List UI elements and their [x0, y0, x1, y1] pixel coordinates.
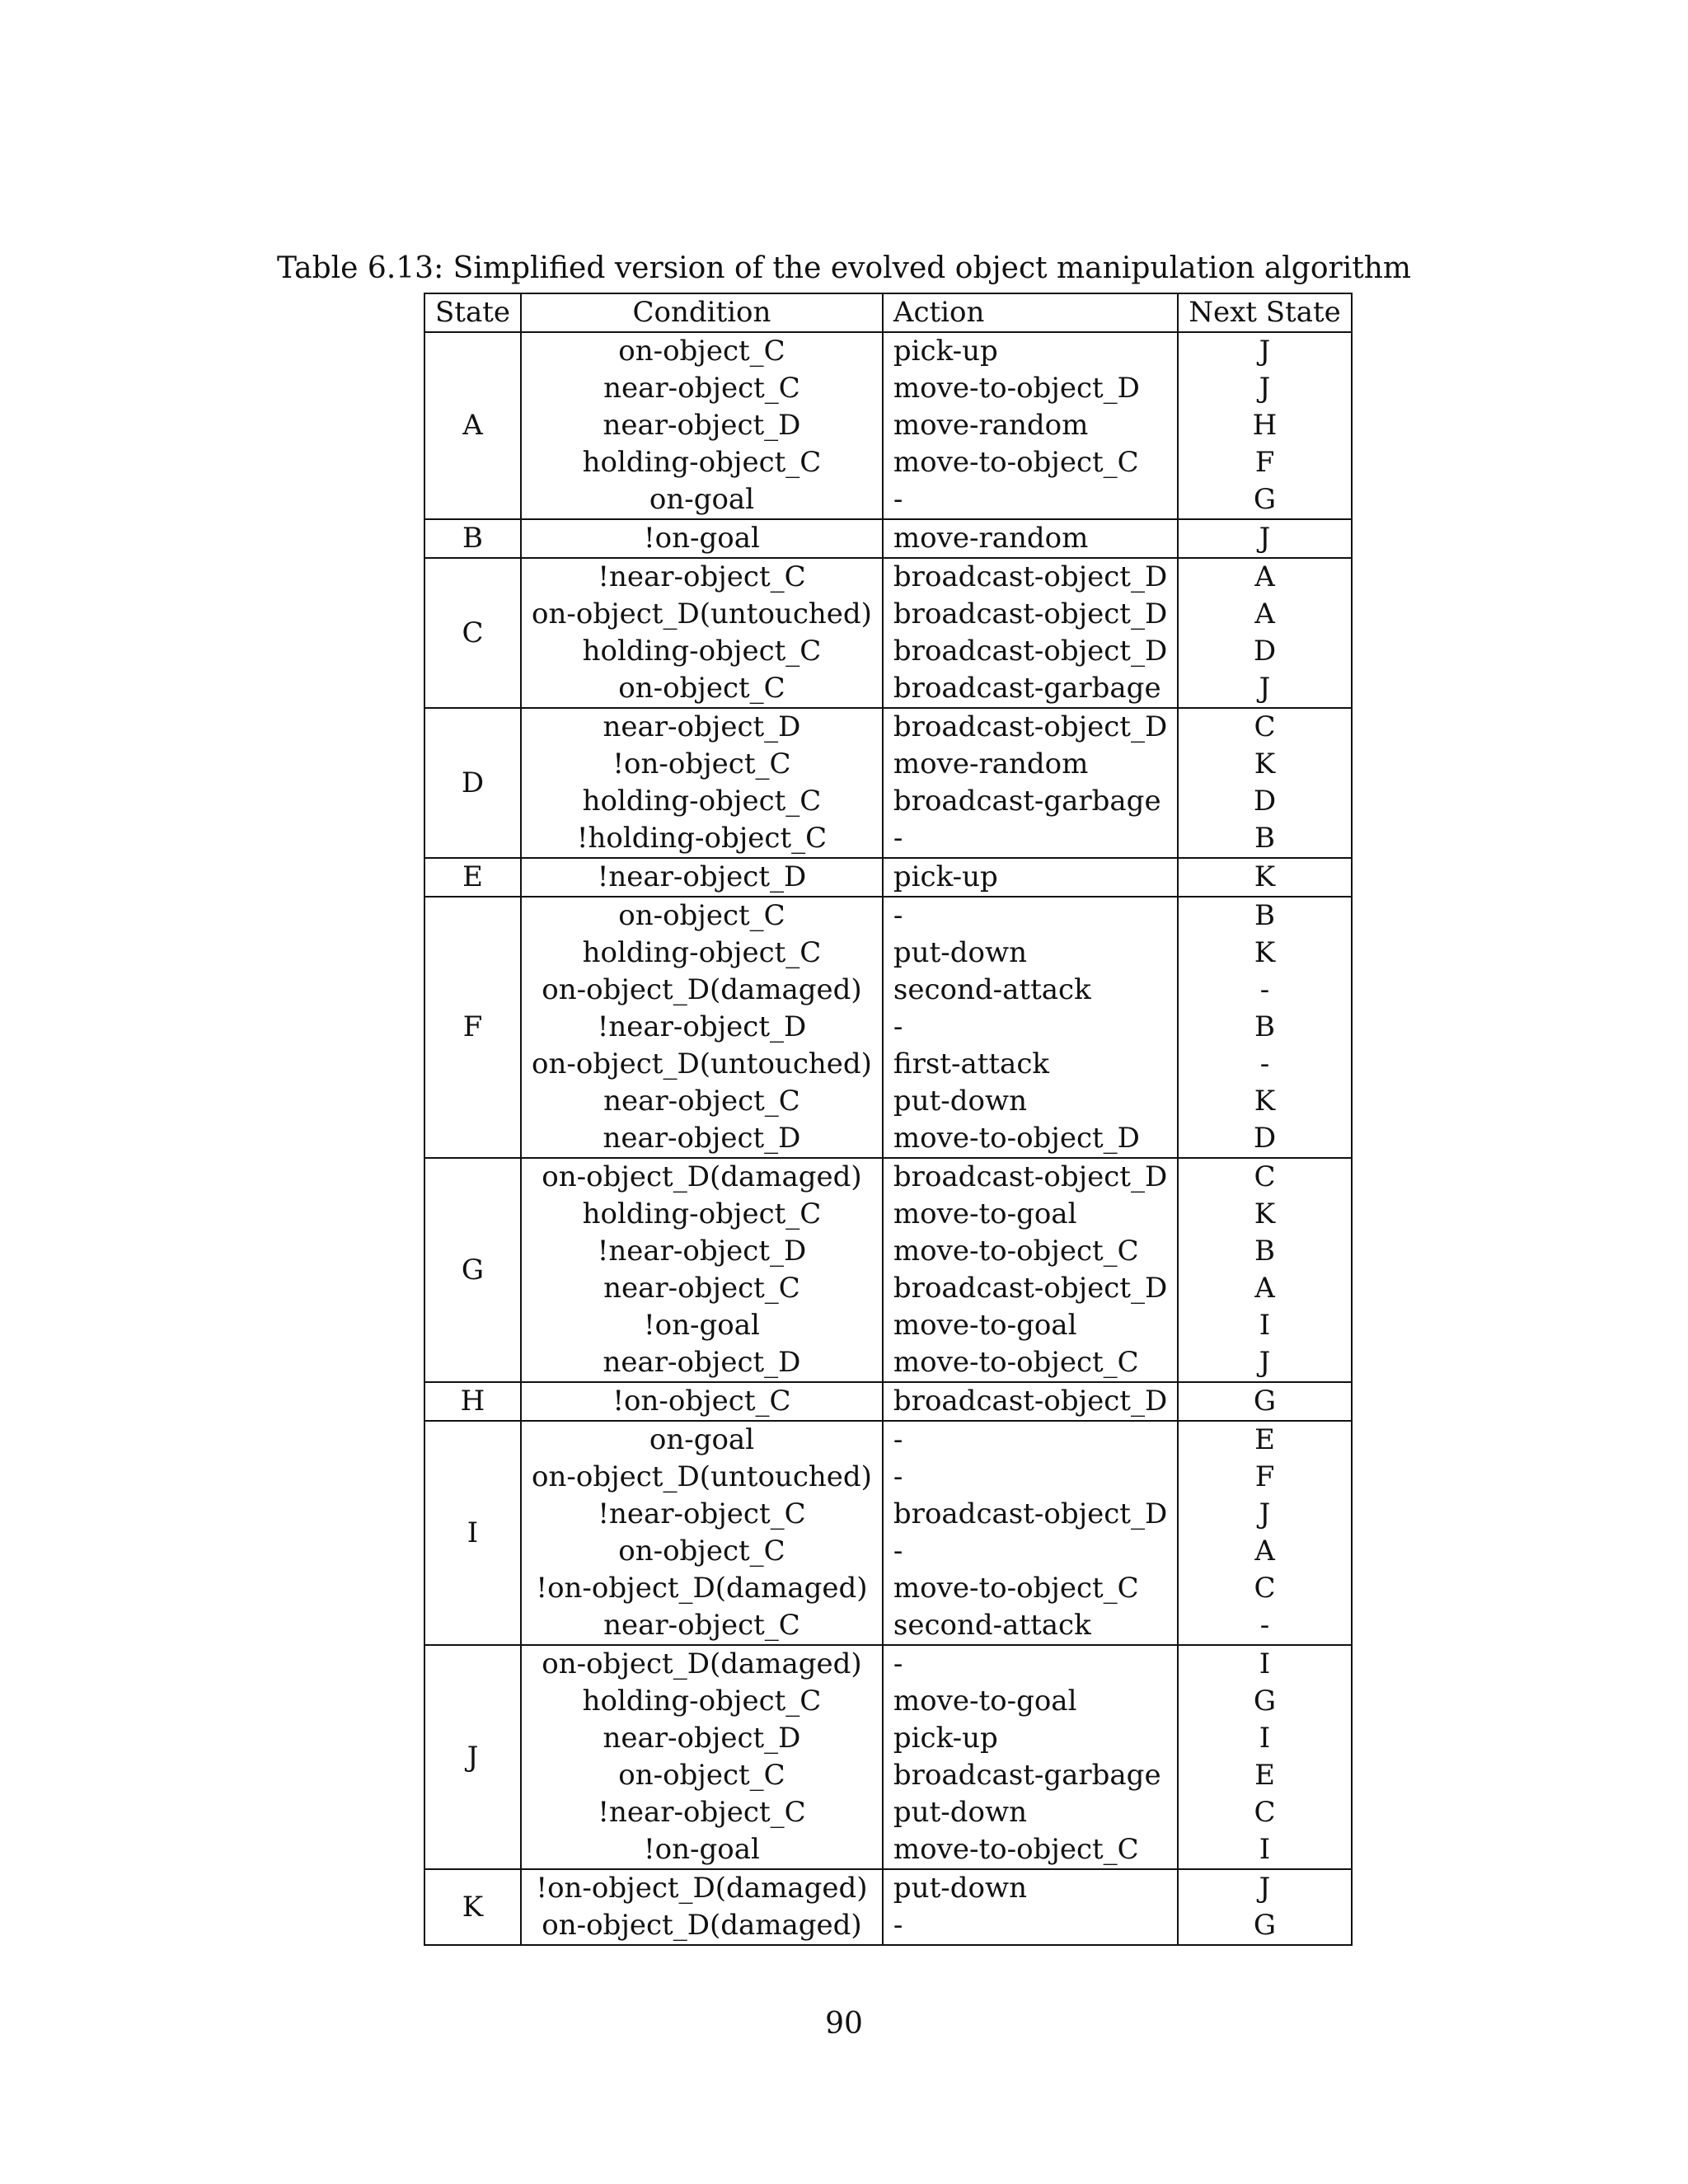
next-state-cell: C — [1178, 1794, 1352, 1831]
table-row — [424, 1120, 1352, 1158]
action-cell: broadcast-garbage — [883, 783, 1178, 820]
action-cell: broadcast-object_D — [883, 708, 1178, 746]
condition-cell: !on-goal — [521, 519, 883, 558]
table-row — [424, 1158, 1352, 1196]
action-cell: broadcast-garbage — [883, 670, 1178, 708]
condition-cell: !near-object_D — [521, 1009, 883, 1046]
next-state-cell: F — [1178, 444, 1352, 481]
next-state-cell: J — [1178, 670, 1352, 708]
condition-cell: on-object_D(damaged) — [521, 1645, 883, 1683]
condition-cell: !holding-object_C — [521, 820, 883, 858]
table-row — [424, 708, 1352, 746]
action-cell: second-attack — [883, 972, 1178, 1009]
next-state-cell: I — [1178, 1307, 1352, 1344]
action-cell: second-attack — [883, 1607, 1178, 1645]
state-cell: E — [424, 858, 521, 897]
action-cell: broadcast-object_D — [883, 1270, 1178, 1307]
action-cell: broadcast-object_D — [883, 558, 1178, 596]
condition-cell: !near-object_C — [521, 1794, 883, 1831]
state-cell: B — [424, 519, 521, 558]
table-row — [424, 935, 1352, 972]
table-row — [424, 1607, 1352, 1645]
next-state-cell: J — [1178, 332, 1352, 370]
table-row — [424, 444, 1352, 481]
table-row — [424, 1421, 1352, 1459]
next-state-cell: A — [1178, 596, 1352, 633]
action-cell: - — [883, 1009, 1178, 1046]
condition-cell: !on-object_C — [521, 746, 883, 783]
condition-cell: !on-goal — [521, 1831, 883, 1869]
action-cell: - — [883, 1907, 1178, 1945]
next-state-cell: D — [1178, 1120, 1352, 1158]
next-state-cell: - — [1178, 1046, 1352, 1083]
next-state-cell: K — [1178, 935, 1352, 972]
condition-cell: !near-object_C — [521, 1496, 883, 1533]
action-cell: move-to-object_C — [883, 1570, 1178, 1607]
table-row — [424, 1307, 1352, 1344]
table-row — [424, 558, 1352, 596]
next-state-cell: I — [1178, 1645, 1352, 1683]
next-state-cell: K — [1178, 746, 1352, 783]
condition-cell: !near-object_C — [521, 558, 883, 596]
table-row — [424, 519, 1352, 558]
condition-cell: on-object_C — [521, 332, 883, 370]
table-row — [424, 1869, 1352, 1907]
condition-cell: near-object_C — [521, 370, 883, 407]
condition-cell: !on-goal — [521, 1307, 883, 1344]
condition-cell: near-object_D — [521, 1120, 883, 1158]
condition-cell: holding-object_C — [521, 444, 883, 481]
table-row — [424, 1645, 1352, 1683]
action-cell: move-to-object_C — [883, 444, 1178, 481]
next-state-cell: F — [1178, 1459, 1352, 1496]
header-state: State — [424, 293, 521, 332]
condition-cell: holding-object_C — [521, 633, 883, 670]
table-row — [424, 1683, 1352, 1720]
next-state-cell: B — [1178, 1009, 1352, 1046]
condition-cell: on-object_D(damaged) — [521, 1158, 883, 1196]
condition-cell: !on-object_D(damaged) — [521, 1570, 883, 1607]
action-cell: move-random — [883, 407, 1178, 444]
action-cell: broadcast-object_D — [883, 1382, 1178, 1421]
action-cell: broadcast-object_D — [883, 596, 1178, 633]
table-row — [424, 1794, 1352, 1831]
table-row — [424, 1009, 1352, 1046]
table-row — [424, 1344, 1352, 1382]
condition-cell: near-object_D — [521, 708, 883, 746]
next-state-cell: K — [1178, 1083, 1352, 1120]
condition-cell: !near-object_D — [521, 1233, 883, 1270]
action-cell: broadcast-garbage — [883, 1757, 1178, 1794]
next-state-cell: C — [1178, 1570, 1352, 1607]
table-row — [424, 596, 1352, 633]
action-cell: put-down — [883, 935, 1178, 972]
action-cell: broadcast-object_D — [883, 633, 1178, 670]
state-transition-table — [424, 293, 1353, 1946]
condition-cell: near-object_D — [521, 1720, 883, 1757]
state-cell: G — [424, 1158, 521, 1382]
table-row — [424, 633, 1352, 670]
action-cell: move-to-goal — [883, 1196, 1178, 1233]
table-row — [424, 897, 1352, 935]
header-condition: Condition — [521, 293, 883, 332]
table-row — [424, 481, 1352, 519]
condition-cell: holding-object_C — [521, 1196, 883, 1233]
condition-cell: holding-object_C — [521, 1683, 883, 1720]
next-state-cell: J — [1178, 1869, 1352, 1907]
next-state-cell: E — [1178, 1757, 1352, 1794]
next-state-cell: A — [1178, 558, 1352, 596]
state-cell: F — [424, 897, 521, 1158]
condition-cell: !on-object_C — [521, 1382, 883, 1421]
action-cell: - — [883, 1421, 1178, 1459]
next-state-cell: B — [1178, 1233, 1352, 1270]
action-cell: move-random — [883, 519, 1178, 558]
next-state-cell: J — [1178, 519, 1352, 558]
action-cell: - — [883, 1533, 1178, 1570]
table-row — [424, 1083, 1352, 1120]
condition-cell: !near-object_D — [521, 858, 883, 897]
condition-cell: near-object_C — [521, 1607, 883, 1645]
table-row — [424, 858, 1352, 897]
next-state-cell: B — [1178, 897, 1352, 935]
next-state-cell: J — [1178, 1496, 1352, 1533]
table-row — [424, 1720, 1352, 1757]
action-cell: pick-up — [883, 1720, 1178, 1757]
action-cell: - — [883, 897, 1178, 935]
condition-cell: on-goal — [521, 481, 883, 519]
table-row — [424, 1459, 1352, 1496]
next-state-cell: - — [1178, 1607, 1352, 1645]
condition-cell: near-object_D — [521, 1344, 883, 1382]
next-state-cell: G — [1178, 1907, 1352, 1945]
action-cell: put-down — [883, 1869, 1178, 1907]
condition-cell: on-goal — [521, 1421, 883, 1459]
action-cell: put-down — [883, 1794, 1178, 1831]
next-state-cell: G — [1178, 481, 1352, 519]
next-state-cell: B — [1178, 820, 1352, 858]
state-cell: J — [424, 1645, 521, 1869]
condition-cell: on-object_D(damaged) — [521, 1907, 883, 1945]
table-row — [424, 332, 1352, 370]
table-row — [424, 1757, 1352, 1794]
action-cell: move-to-goal — [883, 1307, 1178, 1344]
action-cell: - — [883, 1645, 1178, 1683]
page-number: 90 — [825, 2007, 863, 2041]
condition-cell: near-object_D — [521, 407, 883, 444]
action-cell: broadcast-object_D — [883, 1496, 1178, 1533]
condition-cell: near-object_C — [521, 1083, 883, 1120]
condition-cell: holding-object_C — [521, 783, 883, 820]
next-state-cell: J — [1178, 1344, 1352, 1382]
action-cell: move-to-object_C — [883, 1233, 1178, 1270]
condition-cell: holding-object_C — [521, 935, 883, 972]
header-next-state: Next State — [1178, 293, 1352, 332]
table-row — [424, 1496, 1352, 1533]
next-state-cell: E — [1178, 1421, 1352, 1459]
next-state-cell: K — [1178, 1196, 1352, 1233]
state-cell: D — [424, 708, 521, 858]
condition-cell: on-object_D(untouched) — [521, 1046, 883, 1083]
state-cell: C — [424, 558, 521, 708]
next-state-cell: - — [1178, 972, 1352, 1009]
condition-cell: on-object_C — [521, 897, 883, 935]
next-state-cell: I — [1178, 1831, 1352, 1869]
header-action: Action — [883, 293, 1178, 332]
condition-cell: on-object_D(untouched) — [521, 1459, 883, 1496]
state-cell: I — [424, 1421, 521, 1645]
table-caption: Table 6.13: Simplified version of the evolved object manipulation algorithm — [276, 251, 1412, 285]
condition-cell: on-object_C — [521, 670, 883, 708]
condition-cell: on-object_C — [521, 1757, 883, 1794]
condition-cell: on-object_D(untouched) — [521, 596, 883, 633]
action-cell: move-to-object_D — [883, 370, 1178, 407]
action-cell: move-to-object_C — [883, 1831, 1178, 1869]
action-cell: pick-up — [883, 332, 1178, 370]
table-row — [424, 1533, 1352, 1570]
next-state-cell: C — [1178, 708, 1352, 746]
action-cell: move-to-object_D — [883, 1120, 1178, 1158]
action-cell: put-down — [883, 1083, 1178, 1120]
state-cell: A — [424, 332, 521, 519]
next-state-cell: I — [1178, 1720, 1352, 1757]
next-state-cell: A — [1178, 1270, 1352, 1307]
action-cell: pick-up — [883, 858, 1178, 897]
action-cell: - — [883, 1459, 1178, 1496]
next-state-cell: K — [1178, 858, 1352, 897]
header-row — [424, 293, 1352, 332]
action-cell: - — [883, 481, 1178, 519]
action-cell: broadcast-object_D — [883, 1158, 1178, 1196]
table-body — [424, 332, 1352, 1945]
next-state-cell: J — [1178, 370, 1352, 407]
table-row — [424, 783, 1352, 820]
condition-cell: on-object_C — [521, 1533, 883, 1570]
next-state-cell: D — [1178, 783, 1352, 820]
action-cell: - — [883, 820, 1178, 858]
action-cell: move-to-object_C — [883, 1344, 1178, 1382]
condition-cell: on-object_D(damaged) — [521, 972, 883, 1009]
action-cell: move-random — [883, 746, 1178, 783]
table-header — [424, 293, 1352, 332]
table-row — [424, 1382, 1352, 1421]
action-cell: move-to-goal — [883, 1683, 1178, 1720]
next-state-cell: G — [1178, 1382, 1352, 1421]
table-row — [424, 370, 1352, 407]
table-row — [424, 1831, 1352, 1869]
condition-cell: !on-object_D(damaged) — [521, 1869, 883, 1907]
table-row — [424, 407, 1352, 444]
table-row — [424, 670, 1352, 708]
table-row — [424, 1570, 1352, 1607]
table-row — [424, 1196, 1352, 1233]
table-row — [424, 1046, 1352, 1083]
next-state-cell: H — [1178, 407, 1352, 444]
table-row — [424, 1233, 1352, 1270]
state-cell: H — [424, 1382, 521, 1421]
next-state-cell: D — [1178, 633, 1352, 670]
next-state-cell: A — [1178, 1533, 1352, 1570]
table-row — [424, 972, 1352, 1009]
state-cell: K — [424, 1869, 521, 1945]
table-row — [424, 1907, 1352, 1945]
table-row — [424, 1270, 1352, 1307]
table-row — [424, 746, 1352, 783]
next-state-cell: C — [1178, 1158, 1352, 1196]
next-state-cell: G — [1178, 1683, 1352, 1720]
condition-cell: near-object_C — [521, 1270, 883, 1307]
action-cell: first-attack — [883, 1046, 1178, 1083]
table-row — [424, 820, 1352, 858]
